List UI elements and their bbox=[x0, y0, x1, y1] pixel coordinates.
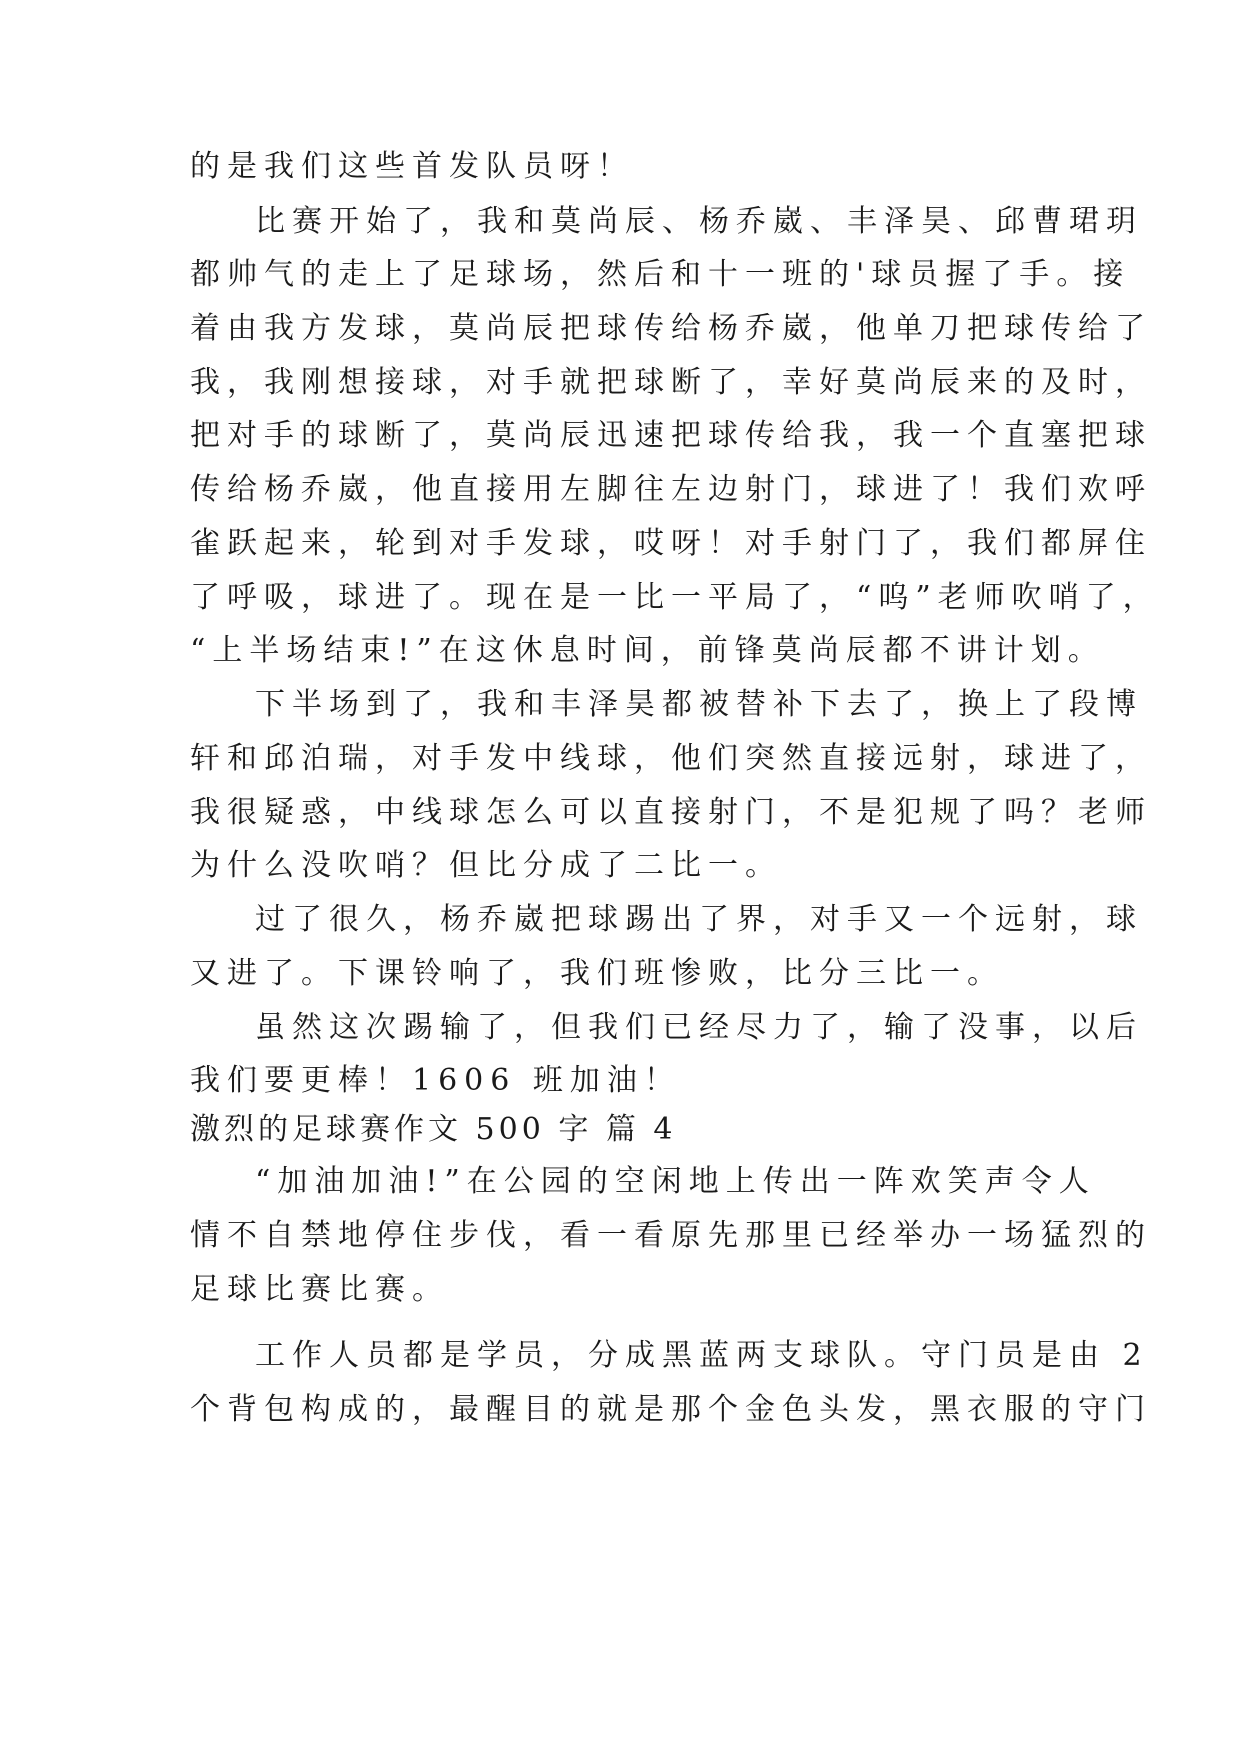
text-line: 我，我刚想接球，对手就把球断了，幸好莫尚辰来的及时， bbox=[190, 365, 1152, 400]
text-line: 都帅气的走上了足球场，然后和十一班的'球员握了手。接 bbox=[190, 257, 1131, 292]
text-line: 个背包构成的，最醒目的就是那个金色头发，黑衣服的守门 bbox=[190, 1392, 1152, 1427]
text-line: 情不自禁地停住步伐，看一看原先那里已经举办一场猛烈的 bbox=[190, 1218, 1152, 1253]
text-line: 把对手的球断了，莫尚辰迅速把球传给我，我一个直塞把球 bbox=[190, 418, 1152, 453]
section-heading: 激烈的足球赛作文 500 字 篇 4 bbox=[190, 1112, 677, 1147]
text-line: 雀跃起来，轮到对手发球，哎呀！对手射门了，我们都屏住 bbox=[190, 526, 1152, 561]
paragraph-start-line: “加油加油!”在公园的空闲地上传出一阵欢笑声令人 bbox=[255, 1164, 1096, 1199]
paragraph-start-line: 虽然这次踢输了，但我们已经尽力了，输了没事，以后 bbox=[255, 1010, 1143, 1045]
text-line: 轩和邱泊瑞，对手发中线球，他们突然直接远射，球进了， bbox=[190, 741, 1152, 776]
text-line: 的是我们这些首发队员呀！ bbox=[190, 149, 634, 184]
paragraph-start-line: 下半场到了，我和丰泽昊都被替补下去了，换上了段博 bbox=[255, 687, 1143, 722]
text-line: 为什么没吹哨？但比分成了二比一。 bbox=[190, 848, 782, 883]
paragraph-start-line: 工作人员都是学员，分成黑蓝两支球队。守门员是由 2 bbox=[255, 1338, 1149, 1373]
paragraph-start-line: 比赛开始了，我和莫尚辰、杨乔崴、丰泽昊、邱曹珺玥 bbox=[255, 204, 1143, 239]
paragraph-start-line: 过了很久，杨乔崴把球踢出了界，对手又一个远射，球 bbox=[255, 902, 1143, 937]
text-line: 又进了。下课铃响了，我们班惨败，比分三比一。 bbox=[190, 956, 1004, 991]
text-line: 了呼吸，球进了。现在是一比一平局了，“呜”老师吹哨了， bbox=[190, 580, 1160, 615]
text-line: “上半场结束!”在这休息时间，前锋莫尚辰都不讲计划。 bbox=[190, 633, 1105, 668]
text-line: 我很疑惑，中线球怎么可以直接射门，不是犯规了吗？老师 bbox=[190, 795, 1152, 830]
text-line: 足球比赛比赛。 bbox=[190, 1272, 449, 1307]
text-line: 传给杨乔崴，他直接用左脚往左边射门，球进了！我们欢呼 bbox=[190, 472, 1152, 507]
text-line: 着由我方发球，莫尚辰把球传给杨乔崴，他单刀把球传给了 bbox=[190, 311, 1152, 346]
text-line: 我们要更棒！1606 班加油！ bbox=[190, 1063, 681, 1098]
